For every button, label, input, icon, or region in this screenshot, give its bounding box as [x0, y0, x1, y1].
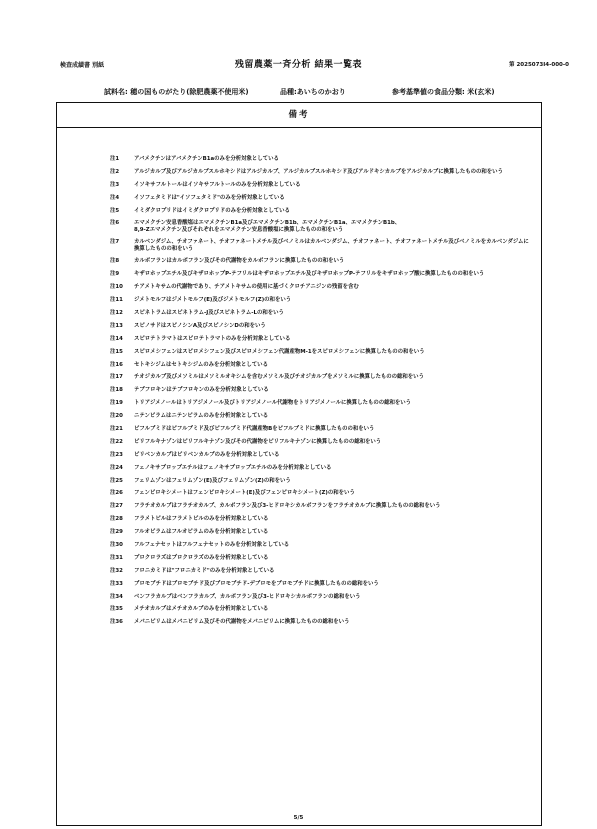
note-item — [110, 465, 530, 472]
note-text-line: ブロモブチドはブロモブチド及びブロモブチド-デブロモをブロモブチドに換算したものの総和をいう — [134, 580, 379, 587]
note-label: 注18 — [110, 387, 123, 394]
note-item — [110, 182, 530, 189]
note-item — [110, 555, 530, 562]
note-item — [110, 503, 530, 510]
variety: 品種:あいちのかおり — [280, 88, 346, 96]
note-text — [134, 439, 530, 446]
note-item — [110, 426, 530, 433]
note-text — [134, 208, 530, 215]
note-text-line: チオジカルブ及びメソミルはメソミルオキシムを含むメソミル及びチオジカルブをメソミルに換算したものの総和をいう — [134, 374, 424, 381]
note-label: 注25 — [110, 477, 123, 484]
note-text — [134, 362, 530, 369]
note-text — [134, 568, 530, 575]
note-text-line: フラメトピルはフラメトピルのみを分析対象としている — [134, 516, 269, 523]
note-label: 注32 — [110, 567, 123, 574]
note-text-line: テブフロキンはテブフロキンのみを分析対象としている — [134, 387, 269, 394]
note-text-line: ベンフラカルブはベンフラカルブ、カルボフラン及び3-ヒドロキシカルボフランの総和をいう — [134, 593, 361, 600]
note-text — [134, 490, 530, 497]
note-text-line: フェンピロキシメートはフェンピロキシメート(E)及びフェンピロキシメート(Z)の和をいう — [134, 490, 355, 497]
note-text-line: フラチオカルブはフラチオカルブ、カルボフラン及び3-ヒドロキシカルボフランをフラチオカルブに換算したものの総和をいう — [134, 503, 441, 510]
note-item — [110, 439, 530, 446]
note-text — [134, 349, 530, 356]
note-item — [110, 258, 530, 265]
note-text — [134, 555, 530, 562]
note-label: 注19 — [110, 400, 123, 407]
note-text-line: セトキシジムはセトキシジムのみを分析対象としている — [134, 361, 268, 368]
note-label: 注21 — [110, 426, 123, 432]
note-label: 注26 — [110, 490, 123, 497]
note-label: 注15 — [110, 348, 123, 355]
note-item — [110, 490, 530, 497]
note-text — [134, 594, 530, 601]
note-label: 注10 — [110, 284, 123, 291]
note-text-line: イミダクロプリドはイミダクロプリドのみを分析対象としている — [134, 207, 290, 214]
note-label: 注12 — [110, 309, 123, 316]
note-label: 注34 — [110, 593, 123, 600]
note-text-line: 8,9-Zエマメクチン及びそれぞれをエマメクチン安息香酸塩に換算したものの和をいう — [134, 227, 344, 234]
note-text-line: アバメクチンはアバメクチンB1aのみを分析対象としている — [134, 156, 279, 162]
note-text — [134, 542, 530, 549]
note-label: 注9 — [110, 271, 120, 278]
note-label: 注29 — [110, 529, 123, 536]
note-item — [110, 239, 530, 252]
note-text-line: メパニピリムはメパニピリム及びその代謝物をメパニピリムに換算したものの総和をいう — [134, 619, 350, 626]
food-classification: 参考基準値の食品分類: 米(玄米) — [392, 88, 495, 96]
note-text-line: エマメクチン安息香酸塩はエマメクチンB1a及びエマメクチンB1b、エマメクチンB1a、エマメクチンB1b、 — [134, 220, 401, 227]
note-item — [110, 362, 530, 369]
note-text — [134, 220, 530, 233]
note-text — [134, 426, 530, 433]
page-number: 5/5 — [293, 815, 304, 821]
note-text-line: イソキサフルトールはイソキサフルトールのみを分析対象としている — [134, 181, 301, 188]
note-item — [110, 349, 530, 356]
note-item — [110, 452, 530, 459]
note-text — [134, 452, 530, 459]
note-text-line: フルオピラムはフルオピラムのみを分析対象としている — [134, 529, 269, 536]
note-text — [134, 516, 530, 523]
note-label: 注14 — [110, 335, 123, 342]
note-text — [134, 619, 530, 626]
note-item — [110, 310, 530, 317]
note-text-line: カルボフランはカルボフラン及びその代謝物をカルボフランに換算したものの和をいう — [134, 258, 345, 265]
note-text — [134, 465, 530, 472]
note-item — [110, 156, 530, 163]
note-label: 注11 — [110, 297, 123, 304]
note-label: 注27 — [110, 503, 123, 510]
page-title: 残留農薬一斉分析 結果一覧表 — [234, 60, 363, 70]
note-text-line: プロクロラズはプロクロラズのみを分析対象としている — [134, 554, 269, 561]
note-text-line: イソフェタミドは"イソフェタミド"のみを分析対象としている — [134, 194, 285, 201]
note-text-line: ジメトモルフはジメトモルフ(E)及びジメトモルフ(Z)の和をいう — [134, 297, 292, 304]
remarks-heading: 備考 — [57, 103, 541, 128]
note-label: 注30 — [110, 542, 123, 549]
note-item — [110, 297, 530, 304]
note-item — [110, 400, 530, 407]
note-label: 注1 — [110, 156, 120, 162]
note-item — [110, 336, 530, 343]
note-text-line: ピリフルキナゾンはピリフルキナゾン及びその代謝物をピリフルキナゾンに換算したものの総和をいう — [134, 438, 382, 445]
note-item — [110, 220, 530, 233]
note-text — [134, 169, 530, 176]
note-item — [110, 619, 530, 626]
note-text — [134, 182, 530, 189]
note-text — [134, 239, 530, 252]
note-label: 注28 — [110, 516, 123, 523]
note-text — [134, 503, 530, 510]
note-text — [134, 413, 530, 420]
sample-name: 試料名: 穂の国ものがたり(除肥農薬不使用米) — [104, 88, 249, 96]
note-text-line: メチオカルブはメチオカルブのみを分析対象としている — [134, 606, 269, 613]
note-text-line: キザロホップエチル及びキザロホップP-テフリルはキザロホップエチル及びキザロホップP-テフリルをキザロホップ酸に換算したものの和をいう — [134, 271, 485, 278]
note-item — [110, 413, 530, 420]
note-label: 注33 — [110, 580, 123, 587]
note-text-line: トリアジメノールはトリアジメノール及びトリアジメノール代謝物をトリアジメノールに換算したものの総和をいう — [134, 400, 412, 407]
note-item — [110, 271, 530, 278]
note-item — [110, 594, 530, 601]
note-item — [110, 169, 530, 176]
notes-list — [110, 156, 530, 632]
note-item — [110, 374, 530, 381]
note-text — [134, 323, 530, 330]
note-text — [134, 336, 530, 343]
note-text-line: スピロメシフェンはスピロメシフェン及びスピロメシフェン代謝産物M-1をスピロメシフェンに換算したものの和をいう — [134, 348, 425, 355]
note-item — [110, 195, 530, 202]
note-item — [110, 208, 530, 215]
note-label: 注24 — [110, 464, 123, 471]
note-item — [110, 284, 530, 291]
note-label: 注3 — [110, 181, 120, 188]
note-text-line: スピノサドはスピノシンA及びスピノシンDの和をいう — [134, 322, 266, 329]
note-label: 注17 — [110, 374, 123, 381]
note-text — [134, 297, 530, 304]
note-item — [110, 542, 530, 549]
note-text — [134, 284, 530, 291]
note-item — [110, 478, 530, 485]
note-text — [134, 400, 530, 407]
note-text — [134, 387, 530, 394]
note-label: 注7 — [110, 238, 120, 245]
note-item — [110, 606, 530, 613]
note-label: 注4 — [110, 194, 120, 201]
note-text-line: フェリムゾンはフェリムゾン(E)及びフェリムゾン(Z)の和をいう — [134, 477, 291, 484]
note-text-line: フルフェナセットはフルフェナセットのみを分析対象としている — [134, 542, 290, 549]
note-label: 注2 — [110, 168, 120, 175]
note-label: 注16 — [110, 361, 123, 368]
note-item — [110, 516, 530, 523]
note-text-line: ニテンピラムはニテンピラムのみを分析対象としている — [134, 413, 269, 420]
note-text — [134, 581, 530, 588]
note-label: 注20 — [110, 413, 123, 420]
note-label: 注22 — [110, 438, 123, 445]
note-text — [134, 195, 530, 202]
note-label: 注6 — [110, 220, 120, 227]
note-label: 注23 — [110, 451, 123, 458]
note-text — [134, 156, 530, 163]
note-item — [110, 387, 530, 394]
note-item — [110, 568, 530, 575]
note-item — [110, 581, 530, 588]
note-item — [110, 529, 530, 536]
note-text — [134, 310, 530, 317]
note-text — [134, 374, 530, 381]
note-text — [134, 271, 530, 278]
note-text-line: アルジカルブ及びアルジカルブスルホキシドはアルジカルブ、アルジカルブスルホキシド及びアルドキシカルブをアルジカルブに換算したものの和をいう — [134, 168, 503, 175]
note-label: 注31 — [110, 554, 123, 561]
note-item — [110, 323, 530, 330]
note-text-line: ピリベンカルブはピリベンカルブのみを分析対象としている — [134, 451, 280, 458]
note-text-line: ピフルブミドはピフルブミド及びピフルブミド代謝産物Bをピフルブミドに換算したものの和をいう — [134, 426, 375, 432]
note-label: 注35 — [110, 606, 123, 613]
note-label: 注5 — [110, 207, 120, 214]
note-label: 注13 — [110, 322, 123, 329]
note-text — [134, 478, 530, 485]
note-text — [134, 529, 530, 536]
note-text-line: フロニカミドは"フロニカミド"のみを分析対象としている — [134, 567, 275, 574]
note-label: 注36 — [110, 619, 123, 626]
note-text-line: スピネトラムはスピネトラム-J及びスピネトラム-Lの和をいう — [134, 309, 284, 316]
note-text-line: スピロテトラマトはスピロテトラマトのみを分析対象としている — [134, 335, 291, 342]
note-text-line: カルベンダジム、チオファネート、チオファネートメチル及びベノミルはカルベンダジム、チオファネート、チオファネートメチル及びベノミルをカルベンダジムに換算したものの和をいう — [134, 238, 529, 252]
document-number: 第 2025073I4-000-0 — [509, 62, 569, 68]
note-text-line: チアメトキサムの代謝物であり、チアメトキサムの使用に基づくクロチアニジンの残留を含む — [134, 284, 359, 291]
document-label: 検査成績書 別紙 — [60, 62, 105, 69]
note-label: 注8 — [110, 258, 120, 265]
note-text — [134, 606, 530, 613]
note-text-line: フェノキサプロップエチルはフェノキサプロップエチルのみを分析対象としている — [134, 464, 332, 471]
note-text — [134, 258, 530, 265]
